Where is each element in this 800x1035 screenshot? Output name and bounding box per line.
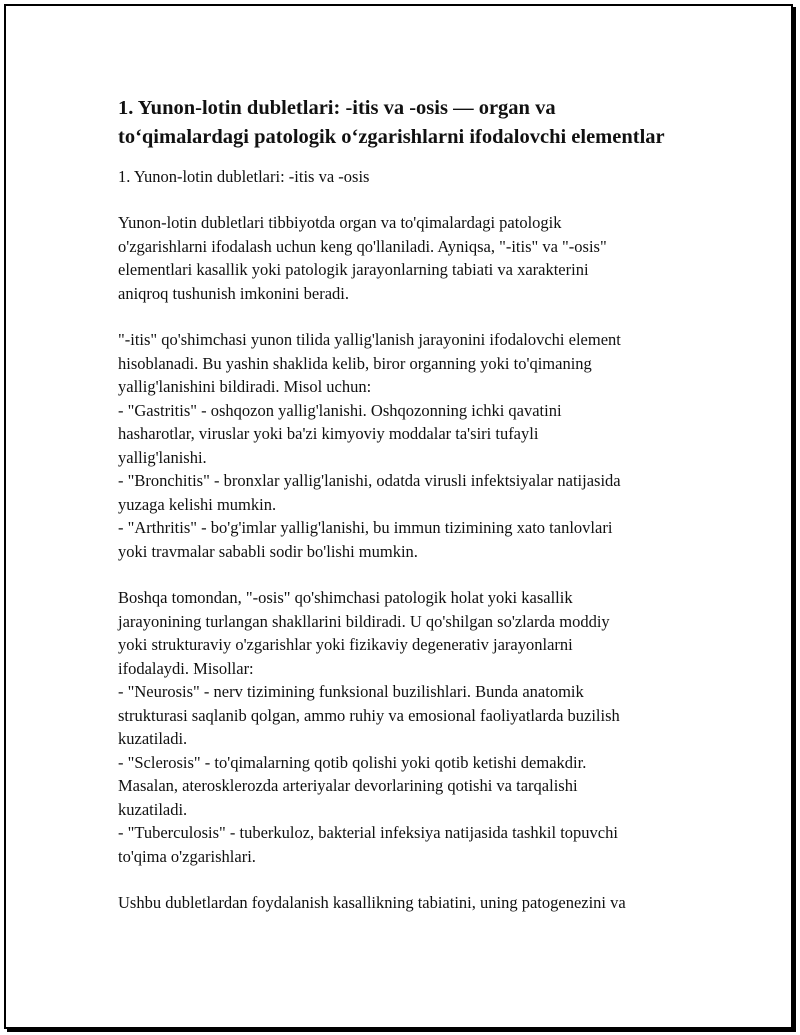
text-line: yuzaga kelishi mumkin. [118, 494, 277, 514]
text-line: Ushbu dubletlardan foydalanish kasallikning tabiatini, uning patogenezini va [118, 893, 626, 912]
text-line: yoki travmalar sababli sodir bo'lishi mumkin. [118, 541, 418, 561]
paragraph-conclusion [118, 891, 688, 915]
text-line: hisoblanadi. Bu yashin shaklida kelib, biror organning yoki to'qimaning [118, 353, 592, 373]
text-line: ifodalaydi. Misollar: [118, 658, 254, 678]
text-line: jarayonining turlangan shakllarini bildiradi. U qo'shilgan so'zlarda moddiy [118, 611, 610, 631]
text-line: - "Bronchitis" - bronxlar yallig'lanishi, odatda virusli infektsiyalar natijasida [118, 471, 621, 490]
title-line: to‘qimalardagi patologik o‘zgarishlarni ifodalovchi elementlar [118, 126, 665, 148]
text-line: Yunon-lotin dubletlari tibbiyotda organ va to'qimalardagi patologik [118, 213, 562, 232]
text-line: - "Neurosis" - nerv tizimining funksional buzilishlari. Bunda anatomik [118, 682, 584, 701]
title-line: 1. Yunon-lotin dubletlari: -itis va -osis — organ va [118, 97, 556, 119]
text-line: strukturasi saqlanib qolgan, ammo ruhiy va emosional faoliyatlarda buzilish [118, 705, 620, 725]
paragraph-itis [118, 328, 688, 563]
text-line: - "Tuberculosis" - tuberkuloz, bakterial infeksiya natijasida tashkil topuvchi [118, 823, 618, 842]
text-line: kuzatiladi. [118, 799, 188, 819]
text-line: Boshqa tomondan, "-osis" qo'shimchasi patologik holat yoki kasallik [118, 588, 573, 607]
text-line: - "Gastritis" - oshqozon yallig'lanishi. Oshqozonning ichki qavatini [118, 400, 562, 420]
text-line: Masalan, aterosklerozda arteriyalar devorlarining qotishi va tarqalishi [118, 776, 578, 795]
text-line: o'zgarishlarni ifodalash uchun keng qo'llaniladi. Ayniqsa, "-itis" va "-osis" [118, 236, 607, 256]
text-line: yoki strukturaviy o'zgarishlar yoki fizikaviy degenerativ jarayonlarni [118, 635, 573, 654]
text-line: to'qima o'zgarishlari. [118, 846, 256, 866]
text-line: hasharotlar, viruslar yoki ba'zi kimyoviy moddalar ta'siri tufayli [118, 424, 539, 443]
document-body [118, 94, 688, 915]
text-line: aniqroq tushunish imkonini beradi. [118, 283, 349, 303]
section-subtitle: 1. Yunon-lotin dubletlari: -itis va -osis [118, 167, 370, 186]
text-line: - "Arthritis" - bo'g'imlar yallig'lanishi, bu immun tizimining xato tanlovlari [118, 518, 613, 537]
document-title [118, 94, 688, 152]
text-line: yallig'lanishi. [118, 447, 207, 467]
text-line: yallig'lanishini bildiradi. Misol uchun: [118, 377, 372, 396]
paragraph-osis [118, 586, 688, 868]
text-line: - "Sclerosis" - to'qimalarning qotib qolishi yoki qotib ketishi demakdir. [118, 752, 587, 772]
text-line: "-itis" qo'shimchasi yunon tilida yallig'lanish jarayonini ifodalovchi element [118, 330, 621, 349]
text-line: kuzatiladi. [118, 729, 188, 748]
paragraph-intro [118, 211, 688, 305]
text-line: elementlari kasallik yoki patologik jarayonlarning tabiati va xarakterini [118, 260, 589, 279]
